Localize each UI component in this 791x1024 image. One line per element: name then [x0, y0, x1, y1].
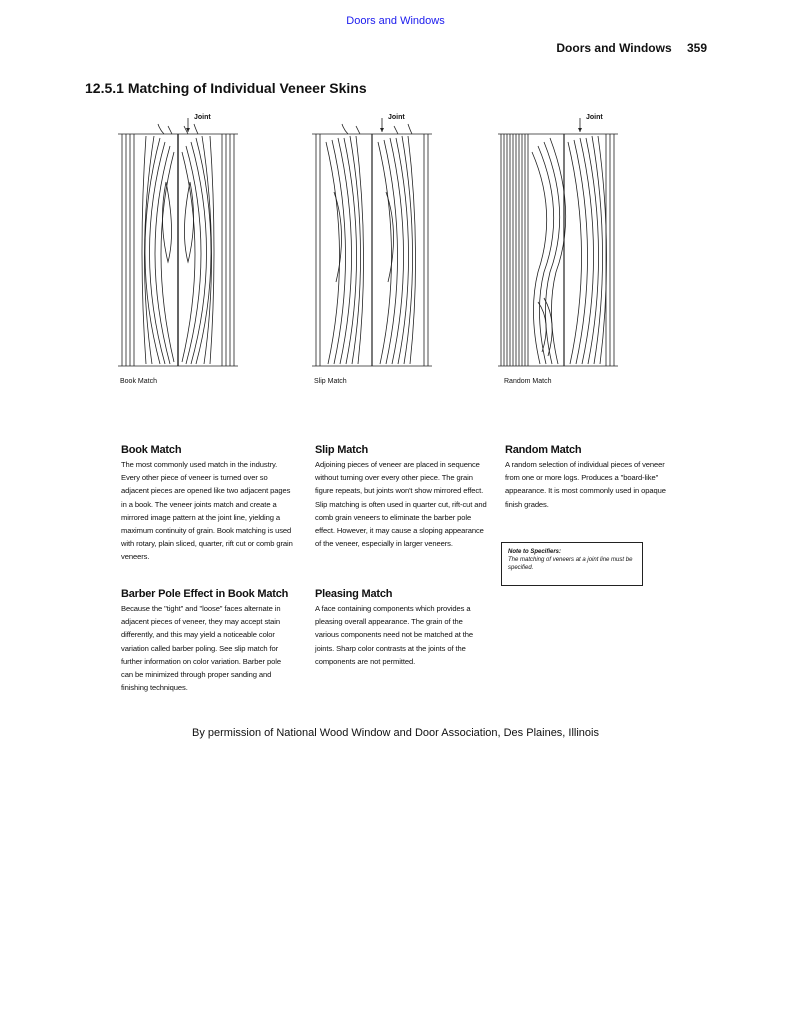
- barber-pole-description: [121, 588, 293, 694]
- random-match-illustration: [498, 112, 618, 372]
- pleasing-match-heading: Pleasing Match: [315, 588, 393, 600]
- slip-match-description: [315, 444, 487, 550]
- slip-match-caption: Slip Match: [314, 378, 347, 385]
- veneer-figure: [112, 112, 694, 718]
- slip-match-heading: Slip Match: [315, 444, 369, 456]
- running-title: Doors and Windows: [556, 41, 672, 55]
- random-match-caption: Random Match: [504, 378, 552, 385]
- credit-line: By permission of National Wood Window and Door Association, Des Plaines, Illinois: [192, 727, 599, 739]
- random-match-description: [505, 444, 673, 511]
- book-match-heading: Book Match: [121, 444, 182, 456]
- note-title: Note to Specifiers:: [508, 549, 562, 555]
- random-match-panel: [498, 112, 618, 385]
- note-body: The matching of veneers at a joint line must be specified.: [508, 557, 633, 571]
- slip-match-panel: [312, 112, 432, 385]
- book-match-illustration: [118, 112, 238, 372]
- slip-match-body: Adjoining pieces of veneer are placed in sequence without turning over every other piece. The grain figure repeats, but joints won't show mirrored effect. Slip matching is often used in quarter cut, rift-cut and comb grain veneers to eliminate the barber pole effect. However, it may cause a sloping appearance of the veneer, especially in larger veneers.: [315, 460, 487, 549]
- book-match-panel: [118, 112, 238, 385]
- joint-label: Joint: [586, 114, 603, 121]
- barber-pole-heading: Barber Pole Effect in Book Match: [121, 588, 289, 600]
- running-head: [556, 41, 707, 55]
- random-match-body: A random selection of individual pieces of veneer from one or more logs. Produces a "board-like" appearance. It is most commonly used in opaque finish grades.: [505, 460, 666, 509]
- section-title: 12.5.1 Matching of Individual Veneer Skins: [85, 80, 367, 96]
- book-match-caption: Book Match: [120, 378, 157, 385]
- random-match-heading: Random Match: [505, 444, 582, 456]
- joint-label: Joint: [388, 114, 405, 121]
- top-link[interactable]: Doors and Windows: [346, 15, 445, 27]
- slip-match-illustration: [312, 112, 432, 372]
- barber-pole-body: Because the "tight" and "loose" faces alternate in adjacent pieces of veneer, they may accept stain differently, and this may yield a noticeable color variation called barber poling. See slip match for further information on color variation. Barber pole can be minimized through proper sanding and finishing techniques.: [121, 604, 281, 693]
- page-number: 359: [686, 41, 707, 55]
- book-match-body: The most commonly used match in the industry. Every other piece of veneer is turned over so adjacent pieces are opened like two adjacent pages in a book. The veneer joints match and create a mirrored image pattern at the joint line, yielding a maximum continuity of grain. Book matching is used with rotary, plain sliced, quarter, rift cut or comb grain veneers.: [121, 460, 293, 562]
- note-to-specifiers: [501, 542, 643, 586]
- joint-label: Joint: [194, 114, 211, 121]
- pleasing-match-description: [315, 588, 487, 668]
- pleasing-match-body: A face containing components which provides a pleasing overall appearance. The grain of the various components need not be matched at the joints. Sharp color contrasts at the joints of the components are not permitted.: [315, 604, 474, 666]
- book-match-description: [121, 444, 293, 564]
